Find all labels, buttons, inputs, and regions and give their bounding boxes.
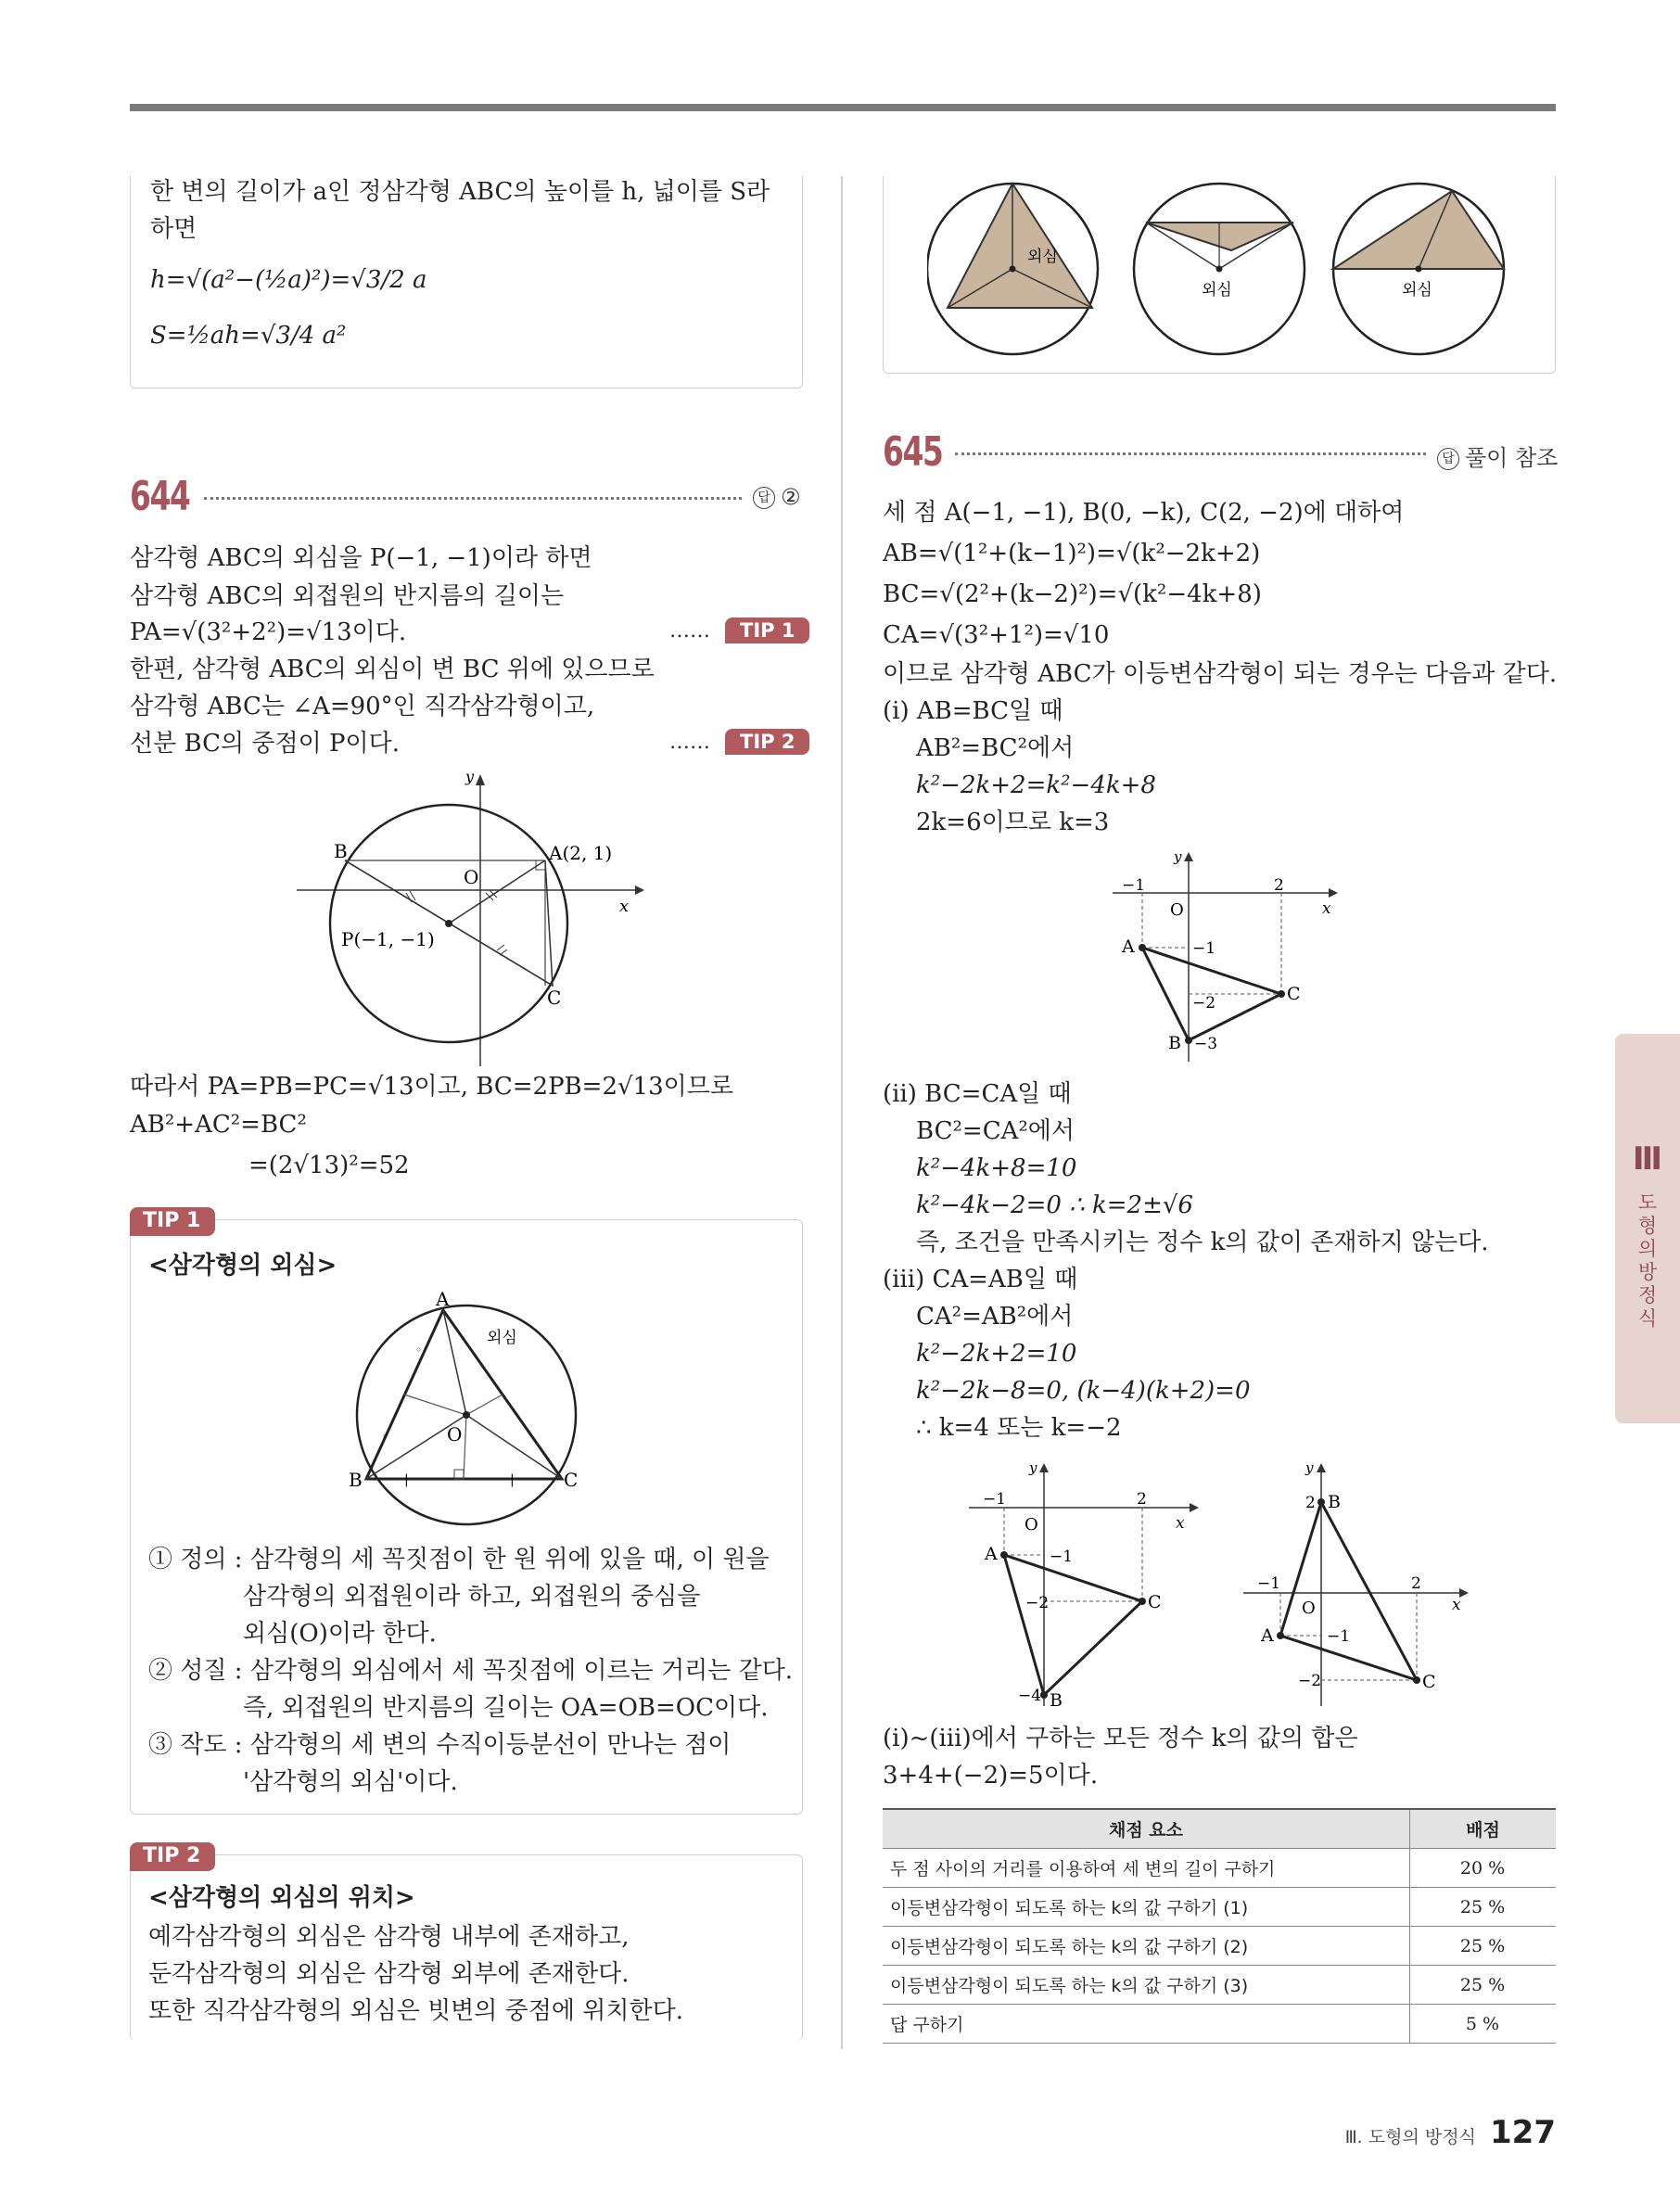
problem-645-number: 645 — [883, 428, 943, 476]
fig1-n3: −3 — [1194, 1035, 1218, 1053]
tip2-line-2: 둔각삼각형의 외심은 삼각형 외부에 존재한다. — [148, 1960, 630, 1988]
fig3-y: y — [1305, 1459, 1314, 1476]
p645-case3-3: k²−2k+2=10 — [916, 1340, 1077, 1368]
p645-conclusion-2: 3+4+(−2)=5이다. — [883, 1762, 1099, 1790]
footer-chapter: Ⅲ. 도형의 방정식 — [1344, 2127, 1476, 2147]
tip2-line-1: 예각삼각형의 외심은 삼각형 내부에 존재하고, — [148, 1923, 630, 1951]
page-number: 127 — [1490, 2114, 1556, 2151]
fig1-b: B — [1168, 1033, 1181, 1053]
p645-line-7: AB²=BC²에서 — [916, 734, 1075, 762]
fig1-y: y — [1174, 848, 1182, 865]
fig2-n2: −2 — [1025, 1594, 1050, 1612]
p645-case2-4: k²−4k−2=0 ∴ k=2±√6 — [916, 1191, 1193, 1219]
tip1-circumcircle-figure — [343, 1287, 603, 1535]
tip2-badge: TIP 2 — [130, 1842, 215, 1871]
fig2-c: C — [1148, 1592, 1162, 1612]
fig1-a: A — [1122, 936, 1135, 957]
fig2-p2: 2 — [1137, 1490, 1147, 1509]
fig1-c: C — [1287, 984, 1301, 1004]
problem-644-number: 644 — [130, 473, 190, 520]
fig644-point-p: P(−1, −1) — [341, 928, 435, 950]
tip1-fig-a: A — [436, 1288, 450, 1310]
fig1-n1: −1 — [1192, 939, 1216, 958]
problem-645-leader — [955, 452, 1426, 455]
fig3-m1: −1 — [1257, 1574, 1281, 1593]
table-row — [883, 1849, 1556, 1888]
problem-644-answer — [753, 484, 801, 510]
chapter-roman-numeral: Ⅲ — [1632, 1140, 1663, 1178]
tip1-badge: TIP 1 — [130, 1207, 215, 1236]
tip2-leader: …… — [669, 731, 710, 754]
score-points: 25 % — [1410, 1927, 1557, 1966]
score-criteria: 이등변삼각형이 되도록 하는 k의 값 구하기 (2) — [883, 1927, 1410, 1966]
tip2-line-3: 또한 직각삼각형의 외심은 빗변의 중점에 위치한다. — [148, 1997, 684, 2025]
note-line-3: h=√(a²−(½a)²)=√3/2 a — [150, 266, 427, 294]
fig644-point-b: B — [334, 840, 348, 862]
case3-figure-k-2 — [1239, 1456, 1480, 1715]
fig644-y-label: y — [465, 768, 475, 785]
fig2-m1: −1 — [983, 1490, 1007, 1509]
p645-case3-1: (ⅲ) CA=AB일 때 — [883, 1266, 1078, 1293]
fig3-o: O — [1302, 1599, 1316, 1618]
p645-line-6: (ⅰ) AB=BC일 때 — [883, 697, 1063, 725]
problem-645-answer — [1437, 439, 1558, 472]
fig3-n1: −1 — [1327, 1627, 1351, 1646]
p644-line-2: 삼각형 ABC의 외접원의 반지름의 길이는 — [130, 582, 565, 610]
fig2-a: A — [985, 1544, 998, 1564]
tip1-item-3b: '삼각형의 외심'이다. — [243, 1768, 458, 1796]
fig3-b: B — [1328, 1492, 1341, 1512]
svg-text:◦: ◦ — [382, 1430, 389, 1443]
tip1-item-1c: 외심(O)이라 한다. — [243, 1620, 437, 1648]
p645-line-2: AB=√(1²+(k−1)²)=√(k²−2k+2) — [883, 540, 1261, 567]
note-line-4: S=½ah=√3/4 a² — [150, 322, 347, 350]
scoring-table — [883, 1808, 1556, 2044]
fig1-n2: −2 — [1192, 994, 1216, 1013]
score-criteria: 답 구하기 — [883, 2005, 1410, 2044]
fig2-n1: −1 — [1050, 1548, 1074, 1566]
tip2-title: <삼각형의 외심의 위치> — [148, 1884, 415, 1912]
answer-value: ② — [781, 484, 801, 510]
fig1-p2: 2 — [1274, 876, 1284, 895]
tip1-fig-o: O — [447, 1423, 463, 1446]
p644-after-1: 따라서 PA=PB=PC=√13이고, BC=2PB=2√13이므로 — [130, 1073, 733, 1101]
circumcenter-position-figures — [927, 176, 1521, 362]
fig2-x: x — [1176, 1514, 1185, 1533]
fig1-m1: −1 — [1122, 876, 1146, 895]
note-line-2: 하면 — [150, 215, 197, 243]
case1-figure — [1103, 848, 1344, 1066]
p645-line-4: CA=√(3²+1²)=√10 — [883, 621, 1110, 649]
tip1-leader: …… — [669, 619, 710, 643]
fig644-point-a: A(2, 1) — [549, 842, 613, 864]
p644-line-5: 삼각형 ABC는 ∠A=90°인 직각삼각형이고, — [130, 693, 595, 720]
fig644-origin: O — [464, 866, 479, 888]
tip1-item-2: ② 성질 : 삼각형의 외심에서 세 꼭짓점에 이르는 거리는 같다. — [148, 1657, 794, 1685]
p645-case2-5: 즉, 조건을 만족시키는 정수 k의 값이 존재하지 않는다. — [916, 1229, 1489, 1256]
answer-mark-icon-645: 답 — [1437, 448, 1459, 470]
score-header-points: 배점 — [1410, 1809, 1557, 1849]
svg-text:|: | — [510, 1472, 515, 1487]
table-row — [883, 1927, 1556, 1966]
svg-text:|: | — [404, 1472, 409, 1487]
fig2-y: y — [1029, 1459, 1037, 1476]
fig2-b: B — [1050, 1690, 1063, 1711]
column-divider — [841, 176, 843, 2049]
p645-line-5: 이므로 삼각형 ABC가 이등변삼각형이 되는 경우는 다음과 같다. — [883, 660, 1558, 688]
fig3-a: A — [1261, 1625, 1274, 1646]
answer-mark-icon: 답 — [753, 487, 775, 509]
p645-case2-2: BC²=CA²에서 — [916, 1117, 1075, 1145]
score-points: 25 % — [1410, 1888, 1557, 1927]
score-criteria: 두 점 사이의 거리를 이용하여 세 변의 길이 구하기 — [883, 1849, 1410, 1888]
tip1-fig-b: B — [349, 1469, 363, 1491]
score-criteria: 이등변삼각형이 되도록 하는 k의 값 구하기 (3) — [883, 1966, 1410, 2005]
answer-value-645: 풀이 참조 — [1465, 445, 1559, 471]
fig2-n4: −4 — [1018, 1687, 1042, 1705]
p644-line-3: PA=√(3²+2²)=√13이다. — [130, 618, 407, 646]
fig3-x: x — [1452, 1596, 1461, 1614]
chapter-side-title: 도형의 방정식 — [1637, 1191, 1658, 1330]
score-points: 25 % — [1410, 1966, 1557, 2005]
table-row — [883, 2005, 1556, 2044]
p645-case3-2: CA²=AB²에서 — [916, 1303, 1074, 1331]
fig3-c: C — [1422, 1672, 1436, 1692]
p644-after-3: =(2√13)²=52 — [248, 1152, 410, 1179]
tip1-item-3: ③ 작도 : 삼각형의 세 변의 수직이등분선이 만나는 점이 — [148, 1731, 732, 1759]
score-points: 20 % — [1410, 1849, 1557, 1888]
score-points: 5 % — [1410, 2005, 1557, 2044]
top-rule — [130, 104, 1556, 111]
tip1-item-2b: 즉, 외접원의 반지름의 길이는 OA=OB=OC이다. — [243, 1694, 769, 1722]
p645-line-9: 2k=6이므로 k=3 — [916, 809, 1110, 836]
fig-obtuse-label: 외심 — [1202, 281, 1232, 299]
fig644-point-c: C — [547, 987, 562, 1009]
p645-line-1: 세 점 A(−1, −1), B(0, −k), C(2, −2)에 대하여 — [883, 499, 1405, 527]
score-header-criteria: 채점 요소 — [883, 1809, 1410, 1849]
p645-case2-3: k²−4k+8=10 — [916, 1154, 1077, 1182]
tip1-item-1: ① 정의 : 삼각형의 세 꼭짓점이 한 원 위에 있을 때, 이 원을 — [148, 1546, 770, 1573]
note-line-1: 한 변의 길이가 a인 정삼각형 ABC의 높이를 h, 넓이를 S라 — [150, 178, 770, 206]
page-footer — [1345, 2114, 1556, 2151]
p645-case3-4: k²−2k−8=0, (k−4)(k+2)=0 — [916, 1377, 1251, 1405]
fig644-x-label: x — [619, 897, 630, 916]
p644-line-6: 선분 BC의 중점이 P이다. — [130, 730, 400, 758]
p645-case3-5: ∴ k=4 또는 k=−2 — [916, 1414, 1122, 1442]
tip1-title: <삼각형의 외심> — [148, 1252, 337, 1280]
fig2-o: O — [1025, 1515, 1038, 1535]
p645-line-8: k²−2k+2=k²−4k+8 — [916, 771, 1156, 799]
p645-conclusion-1: (ⅰ)~(ⅲ)에서 구하는 모든 정수 k의 값의 합은 — [883, 1725, 1358, 1752]
p645-case2-1: (ⅱ) BC=CA일 때 — [883, 1080, 1072, 1108]
tip1-fig-c: C — [564, 1469, 579, 1491]
tip1-fig-circumcenter-label: 외심 — [487, 1329, 517, 1347]
fig3-t2: 2 — [1305, 1494, 1316, 1512]
problem-644-leader — [204, 497, 742, 500]
tip1-item-1b: 삼각형의 외접원이라 하고, 외접원의 중심을 — [243, 1583, 701, 1611]
tip2-ref-badge[interactable]: TIP 2 — [725, 729, 809, 755]
p644-line-4: 한편, 삼각형 ABC의 외심이 변 BC 위에 있으므로 — [130, 656, 655, 683]
p644-line-1: 삼각형 ABC의 외심을 P(−1, −1)이라 하면 — [130, 544, 592, 572]
fig3-n2: −2 — [1298, 1672, 1322, 1690]
fig1-o: O — [1170, 900, 1184, 920]
p645-line-3: BC=√(2²+(k−2)²)=√(k²−4k+8) — [883, 580, 1262, 608]
table-row — [883, 1888, 1556, 1927]
score-criteria: 이등변삼각형이 되도록 하는 k의 값 구하기 (1) — [883, 1888, 1410, 1927]
chapter-side-tab[interactable] — [1615, 1034, 1680, 1423]
fig1-x: x — [1322, 899, 1331, 918]
fig-right-label: 외심 — [1402, 281, 1432, 299]
p644-after-2: AB²+AC²=BC² — [130, 1111, 307, 1139]
case3-figure-k4 — [964, 1456, 1205, 1715]
tip1-ref-badge[interactable]: TIP 1 — [725, 618, 809, 643]
table-row — [883, 1966, 1556, 2005]
fig-acute-label: 외심 — [1027, 248, 1058, 266]
p644-circle-figure — [278, 765, 649, 1071]
svg-text:◦: ◦ — [415, 1344, 423, 1357]
fig3-p2: 2 — [1411, 1574, 1421, 1593]
